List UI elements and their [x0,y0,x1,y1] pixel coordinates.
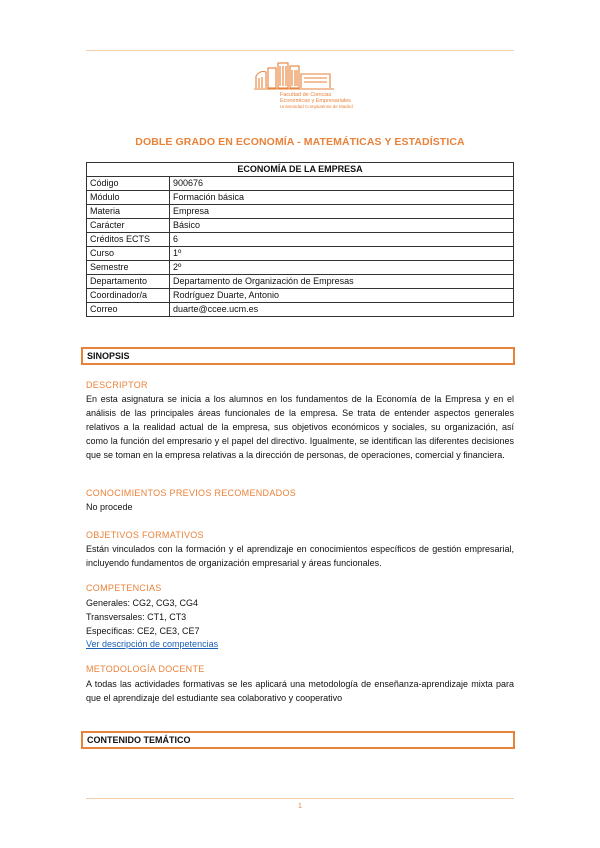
table-row [87,177,514,191]
table-row [87,219,514,233]
row-value: Empresa [170,205,514,219]
competencies-link[interactable]: Ver descripción de competencias [86,639,219,649]
contenido-heading: CONTENIDO TEMÁTICO [81,731,515,749]
degree-title: DOBLE GRADO EN ECONOMÍA - MATEMÁTICAS Y ESTADÍSTICA [135,136,465,148]
table-row [87,191,514,205]
table-row [87,289,514,303]
prev-knowledge-heading: CONOCIMIENTOS PREVIOS RECOMENDADOS [86,488,297,498]
header-rule [86,50,514,51]
row-label: Carácter [87,219,170,233]
row-value: 900676 [170,177,514,191]
row-label: Código [87,177,170,191]
faculty-logo [250,58,353,110]
faculty-building-icon [250,58,350,92]
row-label: Créditos ECTS [87,233,170,247]
row-value: Departamento de Organización de Empresas [170,275,514,289]
row-label: Coordinador/a [87,289,170,303]
row-value: 1º [170,247,514,261]
table-row [87,275,514,289]
row-label: Correo [87,303,170,317]
row-value: 2º [170,261,514,275]
row-label: Departamento [87,275,170,289]
row-value: Rodríguez Duarte, Antonio [170,289,514,303]
table-row [87,205,514,219]
table-row [87,247,514,261]
row-label: Materia [87,205,170,219]
row-value: duarte@ccee.ucm.es [170,303,514,317]
row-label: Semestre [87,261,170,275]
logo-line-1: Facultad de Ciencias [280,92,332,98]
competencies-transversal: Transversales: CT1, CT3 [86,612,187,622]
page-number: 1 [298,803,302,810]
course-title: ECONOMÍA DE LA EMPRESA [87,163,514,177]
descriptor-text: En esta asignatura se inicia a los alumnos en los fundamentos de la Economía de la Empresa y en el análisis de las principales áreas funcionales de la empresa. Se trata de entender aspectos generales relativos a la realidad actual de la empresa, sus objetivos económicos y sociales, su organización, así como la función del empresario y el papel del directivo. Igualmente, se identifican las diferentes decisiones que se toman en la empresa relativas a la dirección de personas, de operaciones, comercial y financiera. [86,394,514,460]
logo-line-2: Económicas y Empresariales [280,98,351,104]
methodology-heading: METODOLOGÍA DOCENTE [86,664,205,674]
row-value: Básico [170,219,514,233]
table-row [87,233,514,247]
row-label: Curso [87,247,170,261]
table-row [87,261,514,275]
prev-knowledge-text: No procede [86,502,133,512]
logo-line-3: Universidad Complutense de Madrid [280,104,353,109]
competencies-general: Generales: CG2, CG3, CG4 [86,598,199,608]
row-value: 6 [170,233,514,247]
row-value: Formación básica [170,191,514,205]
course-title-row [87,163,514,177]
course-info-table [86,162,514,317]
table-row [87,303,514,317]
competencies-heading: COMPETENCIAS [86,583,162,593]
footer-rule [86,798,514,799]
objectives-heading: OBJETIVOS FORMATIVOS [86,530,204,540]
descriptor-heading: DESCRIPTOR [86,380,148,390]
sinopsis-heading: SINOPSIS [81,347,515,365]
row-label: Módulo [87,191,170,205]
competencies-specific: Específicas: CE2, CE3, CE7 [86,626,200,636]
methodology-text: A todas las actividades formativas se les aplicará una metodología de enseñanza-aprendizaje mixta para que el aprendizaje del estudiante sea colaborativo y cooperativo [86,679,514,703]
objectives-text: Están vinculados con la formación y el aprendizaje en conocimientos específicos de gestión empresarial, incluyendo fundamentos de organización empresarial y áreas funcionales. [86,544,514,568]
